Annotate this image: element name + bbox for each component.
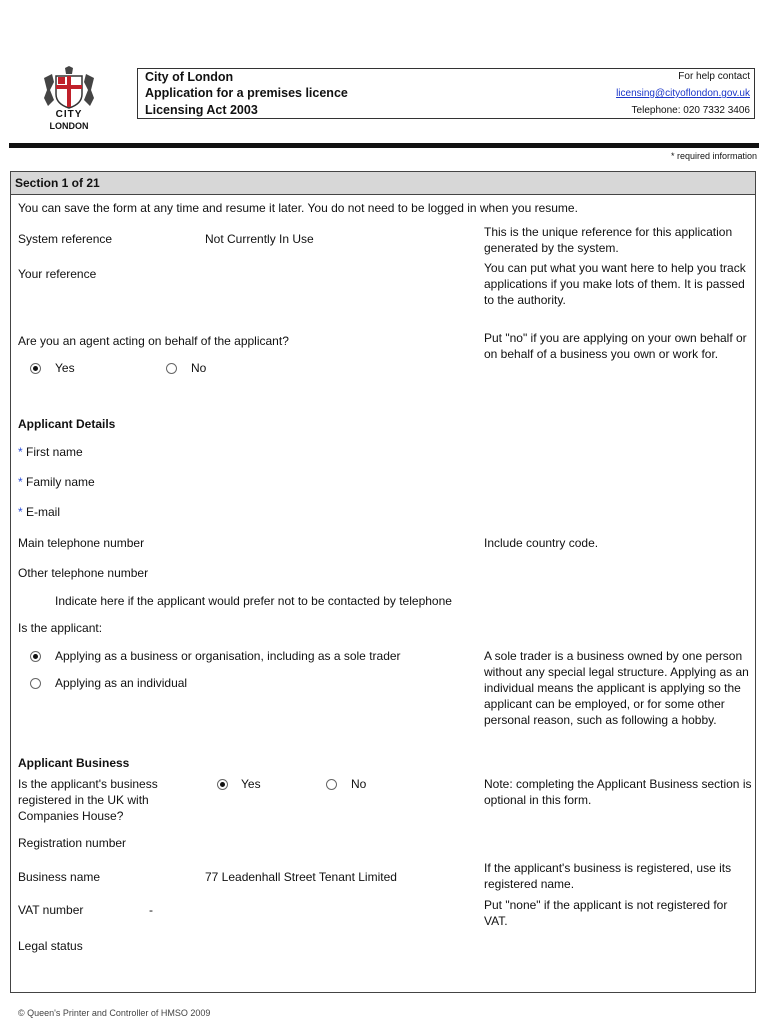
required-note: * required information	[670, 151, 757, 161]
section-heading: Section 1 of 21	[10, 171, 756, 195]
agent-hint: Put "no" if you are applying on your own behalf or on behalf of a business you own or work for.	[484, 331, 747, 361]
first-name-label: First name	[26, 445, 83, 459]
help-phone: Telephone: 020 7332 3406	[631, 105, 750, 116]
no-phone-contact-option[interactable]: Indicate here if the applicant would prefer not to be contacted by telephone	[55, 594, 452, 608]
main-phone-label[interactable]: Main telephone number	[18, 536, 145, 550]
agent-no-label: No	[191, 361, 207, 375]
companies-house-question: Is the applicant's business registered in the UK with Companies House?	[18, 777, 158, 823]
business-name-value[interactable]: 77 Leadenhall Street Tenant Limited	[205, 870, 397, 884]
registration-number-label[interactable]: Registration number	[18, 836, 127, 850]
logo-text-london: LONDON	[49, 121, 89, 131]
legal-status-label[interactable]: Legal status	[18, 939, 83, 953]
business-name-hint: If the applicant's business is registered, use its registered name.	[484, 861, 732, 891]
family-name-label: Family name	[26, 475, 95, 489]
agent-yes-radio[interactable]	[30, 363, 41, 374]
applicant-individual-label: Applying as an individual	[55, 676, 188, 690]
agent-question: Are you an agent acting on behalf of the applicant?	[18, 334, 289, 348]
applicant-business-heading: Applicant Business	[18, 756, 130, 770]
companies-house-yes-label: Yes	[241, 777, 261, 791]
your-reference-hint: You can put what you want here to help you track applications if you make lots of them. It is passed to the authority.	[484, 261, 746, 307]
applicant-type-hint: A sole trader is a business owned by one person without any special legal structure. Applying as an individual means the applicant is applying so the applicant can be employed, or for some other personal reason, such as following a hobby.	[484, 649, 749, 727]
email-field[interactable]	[18, 505, 60, 519]
companies-house-yes-radio[interactable]	[217, 779, 228, 790]
is-applicant-label: Is the applicant:	[18, 621, 103, 635]
help-label: For help contact	[678, 71, 750, 82]
applicant-individual-radio[interactable]	[30, 678, 41, 689]
vat-number-value[interactable]: -	[149, 903, 153, 917]
organisation-name: City of London	[145, 70, 234, 84]
section-intro: You can save the form at any time and resume it later. You do not need to be logged in when you resume.	[18, 201, 578, 215]
companies-house-hint: Note: completing the Applicant Business section is optional in this form.	[484, 777, 752, 807]
logo-text-city: CITY	[55, 109, 83, 120]
applicant-business-label: Applying as a business or organisation, including as a sole trader	[55, 649, 401, 663]
required-star: *	[18, 505, 23, 519]
system-reference-label: System reference	[18, 232, 113, 246]
main-phone-hint: Include country code.	[484, 536, 599, 550]
your-reference-label[interactable]: Your reference	[18, 267, 97, 281]
help-email-link[interactable]: licensing@cityoflondon.gov.uk	[616, 88, 750, 99]
form-title-box	[137, 68, 755, 119]
companies-house-no-radio[interactable]	[326, 779, 337, 790]
vat-number-label: VAT number	[18, 903, 84, 917]
system-reference-value: Not Currently In Use	[205, 232, 314, 246]
other-phone-label[interactable]: Other telephone number	[18, 566, 149, 580]
header-divider	[9, 143, 759, 148]
system-reference-hint: This is the unique reference for this application generated by the system.	[484, 225, 733, 255]
copyright-footer: © Queen's Printer and Controller of HMSO 2009	[18, 1008, 211, 1018]
family-name-field[interactable]	[18, 475, 95, 489]
first-name-field[interactable]	[18, 445, 83, 459]
required-star: *	[18, 445, 23, 459]
required-star: *	[18, 475, 23, 489]
companies-house-no-label: No	[351, 777, 367, 791]
email-label: E-mail	[26, 505, 61, 519]
act-name: Licensing Act 2003	[145, 103, 258, 117]
agent-yes-label: Yes	[55, 361, 75, 375]
form-title: Application for a premises licence	[145, 86, 348, 100]
agent-no-radio[interactable]	[166, 363, 177, 374]
business-name-label: Business name	[18, 870, 101, 884]
applicant-details-heading: Applicant Details	[18, 417, 116, 431]
vat-hint: Put "none" if the applicant is not registered for VAT.	[484, 898, 728, 928]
city-of-london-logo	[38, 66, 100, 136]
applicant-business-radio[interactable]	[30, 651, 41, 662]
